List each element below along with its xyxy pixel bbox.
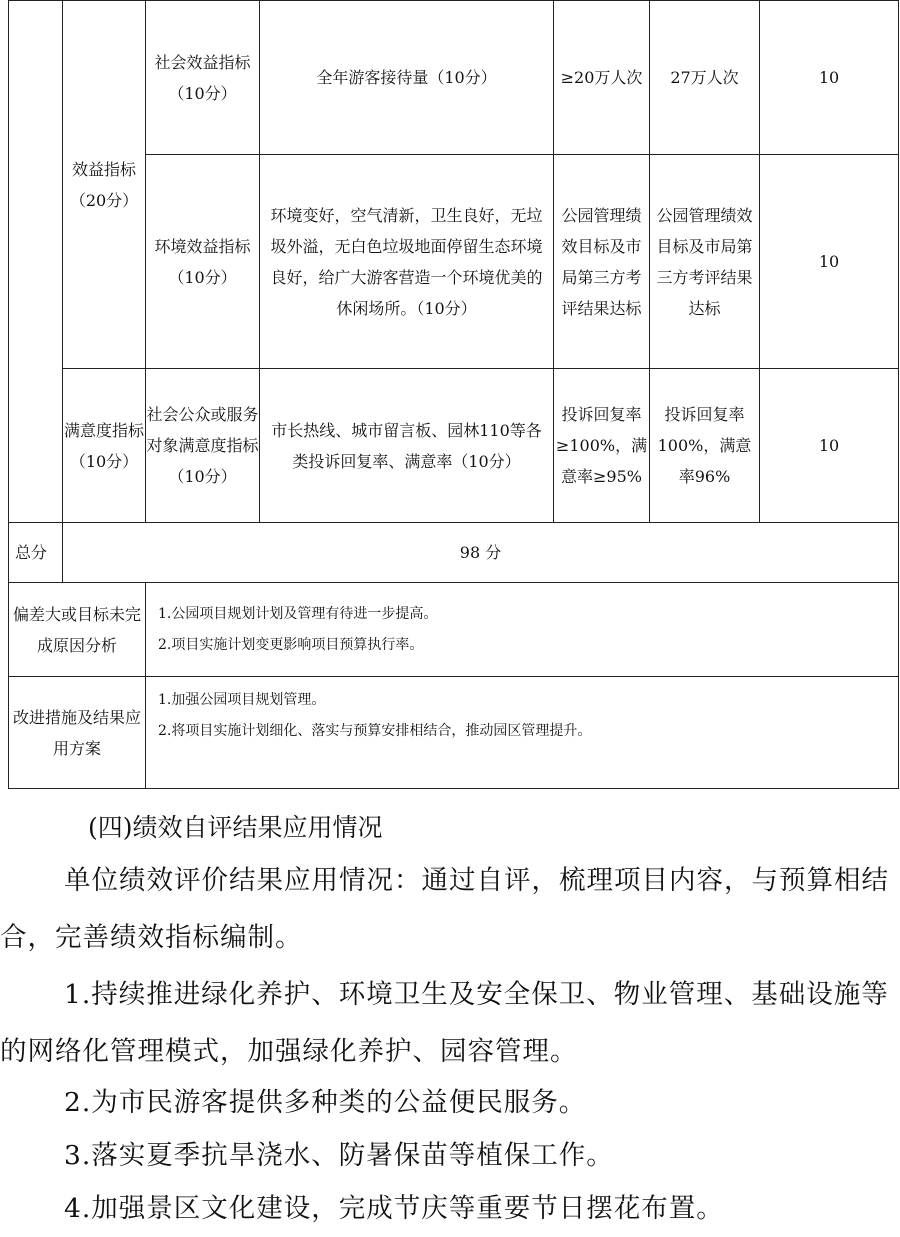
social-benefit-target: ≥20万人次 [554, 1, 650, 155]
section-title: (四)绩效自评结果应用情况 [88, 813, 383, 842]
improve-label: 改进措施及结果应用方案 [9, 677, 146, 789]
env-benefit-target: 公园管理绩效目标及市局第三方考评结果达标 [554, 155, 650, 369]
satisfaction-group: 满意度指标（10分） [63, 369, 146, 523]
deviation-items [146, 583, 899, 677]
satisfaction-sub: 社会公众或服务对象满意度指标（10分） [146, 369, 260, 523]
table-row [9, 369, 899, 523]
deviation-label: 偏差大或目标未完成原因分析 [9, 583, 146, 677]
satisfaction-actual: 投诉回复率100%，满意率96% [650, 369, 760, 523]
benefit-group-cell: 效益指标（20分） [63, 1, 146, 369]
paragraph: 3.落实夏季抗旱浇水、防暑保苗等植保工作。 [64, 1140, 614, 1171]
improve-items [146, 677, 899, 789]
env-benefit-sub: 环境效益指标（10分） [146, 155, 260, 369]
paragraph: 1.持续推进绿化养护、环境卫生及安全保卫、物业管理、基础设施等的网络化管理模式，加强绿化养护、园容管理。 [0, 979, 889, 1067]
improve-item: 1.加强公园项目规划管理。 [158, 692, 326, 708]
total-value: 98 分 [63, 523, 899, 583]
deviation-item: 1.公园项目规划计划及管理有待进一步提高。 [158, 605, 438, 622]
paragraph: 单位绩效评价结果应用情况：通过自评，梳理项目内容，与预算相结合，完善绩效指标编制。 [0, 865, 889, 953]
table-row [9, 523, 899, 583]
table-row [9, 1, 899, 155]
paragraph: 2.为市民游客提供多种类的公益便民服务。 [64, 1087, 587, 1118]
env-benefit-actual: 公园管理绩效目标及市局第三方考评结果达标 [650, 155, 760, 369]
satisfaction-desc: 市长热线、城市留言板、园林110等各类投诉回复率、满意率（10分） [260, 369, 554, 523]
table-row [9, 677, 899, 789]
env-benefit-desc: 环境变好，空气清新，卫生良好，无垃圾外溢，无白色垃圾地面停留生态环境良好，给广大游客营造一个环境优美的休闲场所。（10分） [260, 155, 554, 369]
paragraph: 4.加强景区文化建设，完成节庆等重要节日摆花布置。 [64, 1193, 724, 1224]
social-benefit-sub: 社会效益指标（10分） [146, 1, 260, 155]
performance-table [8, 0, 899, 789]
env-benefit-score: 10 [760, 155, 899, 369]
social-benefit-actual: 27万人次 [650, 1, 760, 155]
social-benefit-desc: 全年游客接待量（10分） [260, 1, 554, 155]
table-row [9, 583, 899, 677]
improve-item: 2.将项目实施计划细化、落实与预算安排相结合，推动园区管理提升。 [158, 723, 592, 739]
deviation-item: 2.项目实施计划变更影响项目预算执行率。 [158, 636, 424, 653]
blank-cell [9, 1, 63, 523]
satisfaction-score: 10 [760, 369, 899, 523]
total-label: 总分 [9, 523, 63, 583]
social-benefit-score: 10 [760, 1, 899, 155]
satisfaction-target: 投诉回复率≥100%，满意率≥95% [554, 369, 650, 523]
